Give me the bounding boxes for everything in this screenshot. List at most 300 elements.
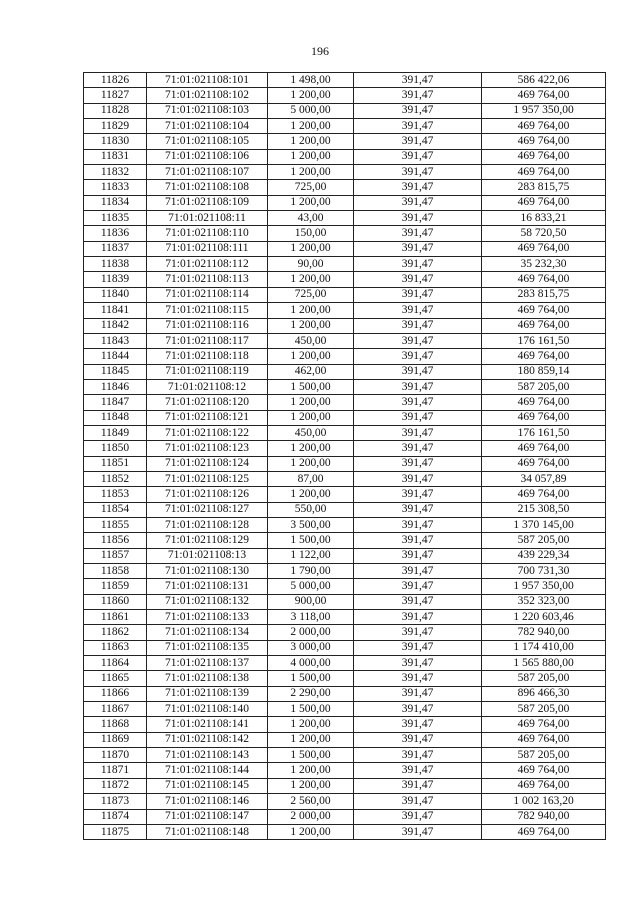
specific-value-cell: 391,47 xyxy=(354,564,482,579)
cadastral-number-cell: 71:01:021108:133 xyxy=(147,610,268,625)
specific-value-cell: 391,47 xyxy=(354,441,482,456)
row-number-cell: 11842 xyxy=(84,318,147,333)
row-number-cell: 11873 xyxy=(84,794,147,809)
specific-value-cell: 391,47 xyxy=(354,809,482,824)
table-row xyxy=(84,579,606,594)
table-row xyxy=(84,134,606,149)
cadastral-value-cell: 586 422,06 xyxy=(482,73,606,88)
row-number-cell: 11834 xyxy=(84,195,147,210)
cadastral-number-cell: 71:01:021108:135 xyxy=(147,640,268,655)
specific-value-cell: 391,47 xyxy=(354,425,482,440)
cadastral-value-cell: 180 859,14 xyxy=(482,364,606,379)
specific-value-cell: 391,47 xyxy=(354,134,482,149)
cadastral-value-cell: 587 205,00 xyxy=(482,702,606,717)
cadastral-number-cell: 71:01:021108:112 xyxy=(147,257,268,272)
row-number-cell: 11850 xyxy=(84,441,147,456)
area-cell: 1 200,00 xyxy=(268,410,354,425)
cadastral-value-cell: 782 940,00 xyxy=(482,625,606,640)
area-cell: 90,00 xyxy=(268,257,354,272)
cadastral-value-cell: 587 205,00 xyxy=(482,748,606,763)
specific-value-cell: 391,47 xyxy=(354,778,482,793)
area-cell: 1 498,00 xyxy=(268,73,354,88)
cadastral-value-cell: 1 002 163,20 xyxy=(482,794,606,809)
specific-value-cell: 391,47 xyxy=(354,287,482,302)
area-cell: 43,00 xyxy=(268,211,354,226)
row-number-cell: 11832 xyxy=(84,165,147,180)
table-row xyxy=(84,195,606,210)
table-row xyxy=(84,794,606,809)
cadastral-number-cell: 71:01:021108:131 xyxy=(147,579,268,594)
cadastral-value-cell: 469 764,00 xyxy=(482,134,606,149)
cadastral-number-cell: 71:01:021108:103 xyxy=(147,103,268,118)
table-row xyxy=(84,318,606,333)
row-number-cell: 11826 xyxy=(84,73,147,88)
cadastral-number-cell: 71:01:021108:148 xyxy=(147,824,268,839)
table-row xyxy=(84,257,606,272)
row-number-cell: 11853 xyxy=(84,487,147,502)
area-cell: 1 200,00 xyxy=(268,824,354,839)
row-number-cell: 11846 xyxy=(84,379,147,394)
specific-value-cell: 391,47 xyxy=(354,349,482,364)
area-cell: 87,00 xyxy=(268,471,354,486)
table-row xyxy=(84,226,606,241)
table-row xyxy=(84,824,606,839)
cadastral-value-cell: 700 731,30 xyxy=(482,564,606,579)
cadastral-number-cell: 71:01:021108:119 xyxy=(147,364,268,379)
cadastral-value-cell: 469 764,00 xyxy=(482,824,606,839)
table-row xyxy=(84,656,606,671)
area-cell: 1 200,00 xyxy=(268,303,354,318)
table-row xyxy=(84,487,606,502)
cadastral-value-cell: 469 764,00 xyxy=(482,349,606,364)
cadastral-number-cell: 71:01:021108:147 xyxy=(147,809,268,824)
row-number-cell: 11841 xyxy=(84,303,147,318)
cadastral-number-cell: 71:01:021108:139 xyxy=(147,686,268,701)
table-row xyxy=(84,548,606,563)
cadastral-value-cell: 469 764,00 xyxy=(482,88,606,103)
row-number-cell: 11844 xyxy=(84,349,147,364)
cadastral-value-cell: 1 957 350,00 xyxy=(482,103,606,118)
cadastral-number-cell: 71:01:021108:105 xyxy=(147,134,268,149)
table-row xyxy=(84,640,606,655)
cadastral-number-cell: 71:01:021108:134 xyxy=(147,625,268,640)
row-number-cell: 11871 xyxy=(84,763,147,778)
area-cell: 1 200,00 xyxy=(268,318,354,333)
specific-value-cell: 391,47 xyxy=(354,73,482,88)
table-row xyxy=(84,119,606,134)
cadastral-number-cell: 71:01:021108:109 xyxy=(147,195,268,210)
specific-value-cell: 391,47 xyxy=(354,226,482,241)
row-number-cell: 11867 xyxy=(84,702,147,717)
cadastral-value-cell: 352 323,00 xyxy=(482,594,606,609)
table-row xyxy=(84,425,606,440)
specific-value-cell: 391,47 xyxy=(354,717,482,732)
row-number-cell: 11856 xyxy=(84,533,147,548)
table-row xyxy=(84,456,606,471)
row-number-cell: 11831 xyxy=(84,149,147,164)
area-cell: 1 200,00 xyxy=(268,395,354,410)
specific-value-cell: 391,47 xyxy=(354,702,482,717)
table-row xyxy=(84,594,606,609)
area-cell: 1 200,00 xyxy=(268,349,354,364)
area-cell: 1 200,00 xyxy=(268,763,354,778)
cadastral-number-cell: 71:01:021108:127 xyxy=(147,502,268,517)
table-row xyxy=(84,702,606,717)
area-cell: 1 200,00 xyxy=(268,441,354,456)
specific-value-cell: 391,47 xyxy=(354,594,482,609)
cadastral-number-cell: 71:01:021108:125 xyxy=(147,471,268,486)
cadastral-number-cell: 71:01:021108:142 xyxy=(147,732,268,747)
specific-value-cell: 391,47 xyxy=(354,272,482,287)
specific-value-cell: 391,47 xyxy=(354,548,482,563)
cadastral-number-cell: 71:01:021108:117 xyxy=(147,333,268,348)
cadastral-number-cell: 71:01:021108:146 xyxy=(147,794,268,809)
cadastral-value-cell: 587 205,00 xyxy=(482,671,606,686)
specific-value-cell: 391,47 xyxy=(354,625,482,640)
specific-value-cell: 391,47 xyxy=(354,165,482,180)
area-cell: 725,00 xyxy=(268,180,354,195)
specific-value-cell: 391,47 xyxy=(354,395,482,410)
specific-value-cell: 391,47 xyxy=(354,640,482,655)
row-number-cell: 11837 xyxy=(84,241,147,256)
cadastral-number-cell: 71:01:021108:140 xyxy=(147,702,268,717)
cadastral-number-cell: 71:01:021108:144 xyxy=(147,763,268,778)
cadastral-value-cell: 469 764,00 xyxy=(482,410,606,425)
cadastral-value-cell: 283 815,75 xyxy=(482,287,606,302)
cadastral-value-cell: 469 764,00 xyxy=(482,717,606,732)
area-cell: 1 200,00 xyxy=(268,487,354,502)
table-row xyxy=(84,441,606,456)
cadastral-number-cell: 71:01:021108:138 xyxy=(147,671,268,686)
table-row xyxy=(84,149,606,164)
specific-value-cell: 391,47 xyxy=(354,379,482,394)
row-number-cell: 11851 xyxy=(84,456,147,471)
cadastral-value-cell: 782 940,00 xyxy=(482,809,606,824)
cadastral-number-cell: 71:01:021108:141 xyxy=(147,717,268,732)
row-number-cell: 11838 xyxy=(84,257,147,272)
area-cell: 1 200,00 xyxy=(268,88,354,103)
table-row xyxy=(84,287,606,302)
cadastral-value-cell: 469 764,00 xyxy=(482,165,606,180)
table-row xyxy=(84,333,606,348)
cadastral-value-cell: 176 161,50 xyxy=(482,333,606,348)
specific-value-cell: 391,47 xyxy=(354,119,482,134)
table-row xyxy=(84,732,606,747)
area-cell: 1 200,00 xyxy=(268,119,354,134)
table-row xyxy=(84,349,606,364)
row-number-cell: 11860 xyxy=(84,594,147,609)
cadastral-value-cell: 1 565 880,00 xyxy=(482,656,606,671)
row-number-cell: 11859 xyxy=(84,579,147,594)
area-cell: 1 200,00 xyxy=(268,456,354,471)
row-number-cell: 11854 xyxy=(84,502,147,517)
area-cell: 2 000,00 xyxy=(268,809,354,824)
specific-value-cell: 391,47 xyxy=(354,748,482,763)
row-number-cell: 11840 xyxy=(84,287,147,302)
area-cell: 150,00 xyxy=(268,226,354,241)
table-row xyxy=(84,180,606,195)
cadastral-value-cell: 469 764,00 xyxy=(482,732,606,747)
specific-value-cell: 391,47 xyxy=(354,318,482,333)
area-cell: 4 000,00 xyxy=(268,656,354,671)
table-row xyxy=(84,517,606,532)
table-row xyxy=(84,717,606,732)
specific-value-cell: 391,47 xyxy=(354,103,482,118)
cadastral-number-cell: 71:01:021108:104 xyxy=(147,119,268,134)
specific-value-cell: 391,47 xyxy=(354,149,482,164)
area-cell: 2 290,00 xyxy=(268,686,354,701)
specific-value-cell: 391,47 xyxy=(354,533,482,548)
area-cell: 1 200,00 xyxy=(268,149,354,164)
row-number-cell: 11848 xyxy=(84,410,147,425)
row-number-cell: 11852 xyxy=(84,471,147,486)
row-number-cell: 11875 xyxy=(84,824,147,839)
cadastral-value-cell: 215 308,50 xyxy=(482,502,606,517)
area-cell: 725,00 xyxy=(268,287,354,302)
cadastral-number-cell: 71:01:021108:106 xyxy=(147,149,268,164)
cadastral-value-table xyxy=(83,72,606,840)
row-number-cell: 11847 xyxy=(84,395,147,410)
area-cell: 1 200,00 xyxy=(268,134,354,149)
cadastral-number-cell: 71:01:021108:126 xyxy=(147,487,268,502)
cadastral-number-cell: 71:01:021108:110 xyxy=(147,226,268,241)
row-number-cell: 11868 xyxy=(84,717,147,732)
specific-value-cell: 391,47 xyxy=(354,471,482,486)
cadastral-value-cell: 469 764,00 xyxy=(482,763,606,778)
area-cell: 2 000,00 xyxy=(268,625,354,640)
table-row xyxy=(84,379,606,394)
cadastral-value-cell: 469 764,00 xyxy=(482,195,606,210)
area-cell: 1 200,00 xyxy=(268,732,354,747)
area-cell: 5 000,00 xyxy=(268,579,354,594)
cadastral-value-cell: 469 764,00 xyxy=(482,778,606,793)
specific-value-cell: 391,47 xyxy=(354,88,482,103)
area-cell: 1 200,00 xyxy=(268,272,354,287)
specific-value-cell: 391,47 xyxy=(354,579,482,594)
area-cell: 1 500,00 xyxy=(268,379,354,394)
row-number-cell: 11833 xyxy=(84,180,147,195)
cadastral-value-cell: 469 764,00 xyxy=(482,272,606,287)
cadastral-number-cell: 71:01:021108:108 xyxy=(147,180,268,195)
specific-value-cell: 391,47 xyxy=(354,303,482,318)
row-number-cell: 11858 xyxy=(84,564,147,579)
area-cell: 450,00 xyxy=(268,333,354,348)
cadastral-value-cell: 469 764,00 xyxy=(482,441,606,456)
specific-value-cell: 391,47 xyxy=(354,456,482,471)
row-number-cell: 11872 xyxy=(84,778,147,793)
cadastral-value-cell: 469 764,00 xyxy=(482,395,606,410)
area-cell: 3 500,00 xyxy=(268,517,354,532)
cadastral-number-cell: 71:01:021108:129 xyxy=(147,533,268,548)
cadastral-value-cell: 16 833,21 xyxy=(482,211,606,226)
cadastral-number-cell: 71:01:021108:114 xyxy=(147,287,268,302)
table-row xyxy=(84,502,606,517)
row-number-cell: 11862 xyxy=(84,625,147,640)
row-number-cell: 11835 xyxy=(84,211,147,226)
cadastral-value-cell: 469 764,00 xyxy=(482,119,606,134)
table-row xyxy=(84,471,606,486)
cadastral-number-cell: 71:01:021108:123 xyxy=(147,441,268,456)
cadastral-value-cell: 469 764,00 xyxy=(482,303,606,318)
row-number-cell: 11865 xyxy=(84,671,147,686)
specific-value-cell: 391,47 xyxy=(354,180,482,195)
row-number-cell: 11830 xyxy=(84,134,147,149)
cadastral-number-cell: 71:01:021108:107 xyxy=(147,165,268,180)
cadastral-value-cell: 176 161,50 xyxy=(482,425,606,440)
row-number-cell: 11874 xyxy=(84,809,147,824)
table-row xyxy=(84,395,606,410)
area-cell: 3 000,00 xyxy=(268,640,354,655)
cadastral-number-cell: 71:01:021108:145 xyxy=(147,778,268,793)
row-number-cell: 11829 xyxy=(84,119,147,134)
cadastral-number-cell: 71:01:021108:115 xyxy=(147,303,268,318)
table-row xyxy=(84,364,606,379)
cadastral-number-cell: 71:01:021108:130 xyxy=(147,564,268,579)
table-row xyxy=(84,610,606,625)
specific-value-cell: 391,47 xyxy=(354,502,482,517)
cadastral-number-cell: 71:01:021108:122 xyxy=(147,425,268,440)
row-number-cell: 11839 xyxy=(84,272,147,287)
specific-value-cell: 391,47 xyxy=(354,732,482,747)
cadastral-number-cell: 71:01:021108:143 xyxy=(147,748,268,763)
row-number-cell: 11861 xyxy=(84,610,147,625)
area-cell: 1 200,00 xyxy=(268,165,354,180)
cadastral-value-cell: 587 205,00 xyxy=(482,533,606,548)
table-row xyxy=(84,272,606,287)
specific-value-cell: 391,47 xyxy=(354,364,482,379)
cadastral-number-cell: 71:01:021108:111 xyxy=(147,241,268,256)
cadastral-number-cell: 71:01:021108:128 xyxy=(147,517,268,532)
table-row xyxy=(84,748,606,763)
area-cell: 1 200,00 xyxy=(268,241,354,256)
cadastral-value-cell: 469 764,00 xyxy=(482,241,606,256)
area-cell: 462,00 xyxy=(268,364,354,379)
table-row xyxy=(84,103,606,118)
cadastral-value-cell: 1 370 145,00 xyxy=(482,517,606,532)
row-number-cell: 11855 xyxy=(84,517,147,532)
specific-value-cell: 391,47 xyxy=(354,410,482,425)
row-number-cell: 11863 xyxy=(84,640,147,655)
table-row xyxy=(84,809,606,824)
cadastral-value-cell: 34 057,89 xyxy=(482,471,606,486)
row-number-cell: 11845 xyxy=(84,364,147,379)
cadastral-value-cell: 1 957 350,00 xyxy=(482,579,606,594)
cadastral-number-cell: 71:01:021108:13 xyxy=(147,548,268,563)
area-cell: 900,00 xyxy=(268,594,354,609)
cadastral-value-cell: 469 764,00 xyxy=(482,149,606,164)
table-row xyxy=(84,763,606,778)
specific-value-cell: 391,47 xyxy=(354,656,482,671)
row-number-cell: 11866 xyxy=(84,686,147,701)
specific-value-cell: 391,47 xyxy=(354,517,482,532)
specific-value-cell: 391,47 xyxy=(354,195,482,210)
area-cell: 1 500,00 xyxy=(268,671,354,686)
cadastral-value-cell: 1 220 603,46 xyxy=(482,610,606,625)
area-cell: 1 200,00 xyxy=(268,717,354,732)
page-number: 196 xyxy=(311,44,329,58)
specific-value-cell: 391,47 xyxy=(354,241,482,256)
cadastral-number-cell: 71:01:021108:12 xyxy=(147,379,268,394)
area-cell: 450,00 xyxy=(268,425,354,440)
row-number-cell: 11857 xyxy=(84,548,147,563)
row-number-cell: 11828 xyxy=(84,103,147,118)
table-body xyxy=(84,73,606,840)
cadastral-number-cell: 71:01:021108:121 xyxy=(147,410,268,425)
cadastral-number-cell: 71:01:021108:137 xyxy=(147,656,268,671)
area-cell: 1 790,00 xyxy=(268,564,354,579)
table-row xyxy=(84,778,606,793)
table-row xyxy=(84,165,606,180)
table-row xyxy=(84,303,606,318)
cadastral-value-cell: 58 720,50 xyxy=(482,226,606,241)
table-row xyxy=(84,625,606,640)
specific-value-cell: 391,47 xyxy=(354,211,482,226)
area-cell: 3 118,00 xyxy=(268,610,354,625)
cadastral-value-cell: 469 764,00 xyxy=(482,456,606,471)
cadastral-number-cell: 71:01:021108:113 xyxy=(147,272,268,287)
specific-value-cell: 391,47 xyxy=(354,333,482,348)
cadastral-value-cell: 283 815,75 xyxy=(482,180,606,195)
table-row xyxy=(84,533,606,548)
cadastral-value-cell: 439 229,34 xyxy=(482,548,606,563)
area-cell: 1 500,00 xyxy=(268,702,354,717)
cadastral-value-cell: 896 466,30 xyxy=(482,686,606,701)
row-number-cell: 11836 xyxy=(84,226,147,241)
area-cell: 1 500,00 xyxy=(268,533,354,548)
area-cell: 1 200,00 xyxy=(268,778,354,793)
area-cell: 1 500,00 xyxy=(268,748,354,763)
specific-value-cell: 391,47 xyxy=(354,257,482,272)
cadastral-value-cell: 1 174 410,00 xyxy=(482,640,606,655)
specific-value-cell: 391,47 xyxy=(354,824,482,839)
cadastral-value-cell: 35 232,30 xyxy=(482,257,606,272)
specific-value-cell: 391,47 xyxy=(354,671,482,686)
cadastral-number-cell: 71:01:021108:116 xyxy=(147,318,268,333)
area-cell: 550,00 xyxy=(268,502,354,517)
table-row xyxy=(84,88,606,103)
cadastral-value-cell: 469 764,00 xyxy=(482,487,606,502)
row-number-cell: 11827 xyxy=(84,88,147,103)
table-row xyxy=(84,671,606,686)
row-number-cell: 11849 xyxy=(84,425,147,440)
cadastral-value-cell: 469 764,00 xyxy=(482,318,606,333)
cadastral-number-cell: 71:01:021108:132 xyxy=(147,594,268,609)
table-row xyxy=(84,241,606,256)
row-number-cell: 11870 xyxy=(84,748,147,763)
area-cell: 1 122,00 xyxy=(268,548,354,563)
table-row xyxy=(84,410,606,425)
row-number-cell: 11843 xyxy=(84,333,147,348)
cadastral-number-cell: 71:01:021108:11 xyxy=(147,211,268,226)
cadastral-value-cell: 587 205,00 xyxy=(482,379,606,394)
area-cell: 1 200,00 xyxy=(268,195,354,210)
table-row xyxy=(84,73,606,88)
cadastral-number-cell: 71:01:021108:124 xyxy=(147,456,268,471)
cadastral-number-cell: 71:01:021108:101 xyxy=(147,73,268,88)
specific-value-cell: 391,47 xyxy=(354,794,482,809)
cadastral-number-cell: 71:01:021108:102 xyxy=(147,88,268,103)
specific-value-cell: 391,47 xyxy=(354,487,482,502)
area-cell: 2 560,00 xyxy=(268,794,354,809)
row-number-cell: 11869 xyxy=(84,732,147,747)
cadastral-number-cell: 71:01:021108:120 xyxy=(147,395,268,410)
table-row xyxy=(84,686,606,701)
table-row xyxy=(84,564,606,579)
table-row xyxy=(84,211,606,226)
specific-value-cell: 391,47 xyxy=(354,763,482,778)
cadastral-number-cell: 71:01:021108:118 xyxy=(147,349,268,364)
specific-value-cell: 391,47 xyxy=(354,686,482,701)
